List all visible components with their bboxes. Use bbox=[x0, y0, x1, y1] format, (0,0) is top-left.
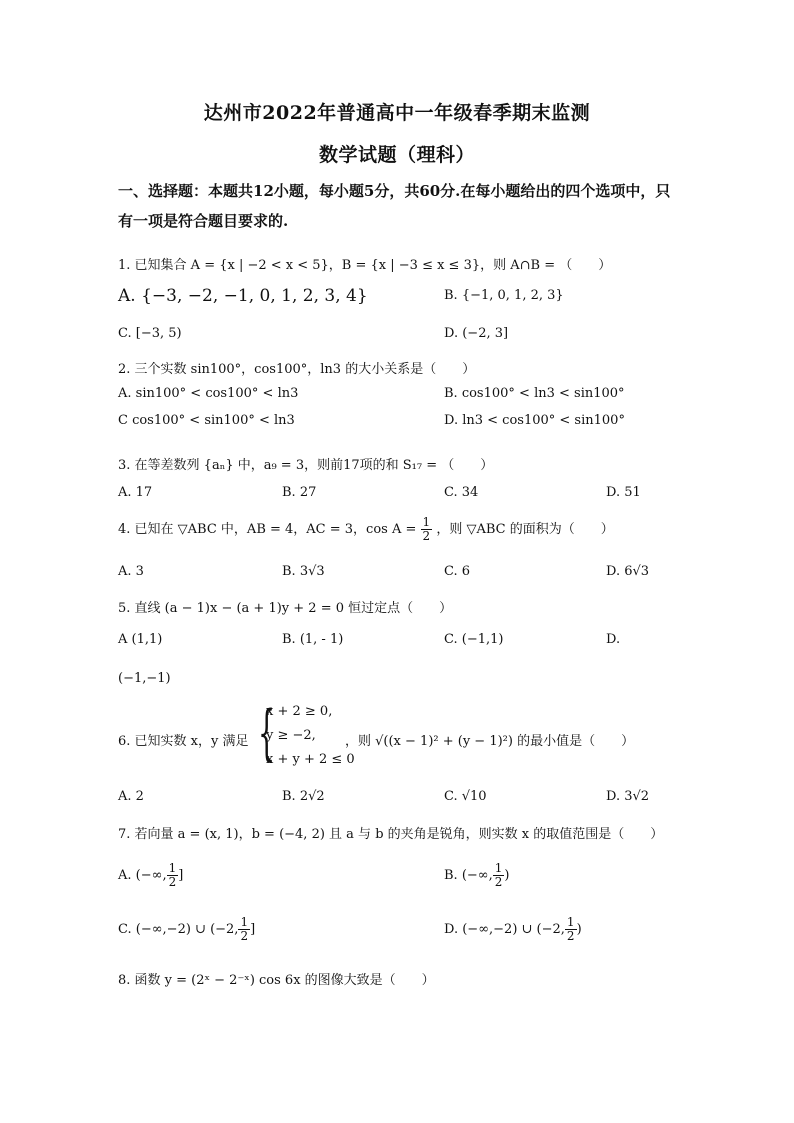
question-4-stem-end: ，则 ▽ABC 的面积为（ ） bbox=[436, 522, 614, 537]
question-6-option-c: C. √10 bbox=[444, 789, 487, 804]
question-7-stem: 7. 若向量 a = (x, 1)，b = (−4, 2) 且 a 与 b 的夹角是锐角，则实数 x 的取值范围是（ ） bbox=[118, 827, 664, 842]
fraction-denominator: 2 bbox=[566, 929, 575, 943]
question-5-option-d: D. bbox=[606, 632, 621, 647]
question-2-stem: 2. 三个实数 sin100°，cos100°，ln3 的大小关系是（ ） bbox=[118, 362, 476, 377]
fraction-numerator: 1 bbox=[422, 515, 431, 529]
question-1-option-c: C. [−3, 5) bbox=[118, 326, 182, 341]
option-b-interval-end: ) bbox=[504, 868, 510, 883]
question-2-option-a: A. sin100° < cos100° < ln3 bbox=[118, 386, 299, 401]
question-6-option-a: A. 2 bbox=[118, 789, 144, 804]
question-4-option-d: D. 6√3 bbox=[606, 564, 650, 579]
question-5-option-d-value: (−1,−1) bbox=[118, 671, 171, 686]
question-5-option-c: C. (−1,1) bbox=[444, 632, 504, 647]
question-2-option-c: C cos100° < sin100° < ln3 bbox=[118, 413, 295, 428]
fraction-denominator: 2 bbox=[422, 529, 431, 543]
question-7-option-a bbox=[118, 862, 183, 889]
question-1-option-b: B. {−1, 0, 1, 2, 3} bbox=[444, 288, 564, 303]
question-5-option-a: A (1,1) bbox=[118, 632, 163, 647]
section-heading: 一、选择题：本题共12小题，每小题5分，共60分.在每小题给出的四个选项中，只有一项是符合题目要求的. bbox=[118, 182, 671, 230]
fraction-numerator: 1 bbox=[566, 915, 575, 929]
question-6-stem-start: 6. 已知实数 x，y 满足 bbox=[118, 734, 249, 749]
fraction-denominator: 2 bbox=[494, 875, 503, 889]
option-b-interval-start: B. (−∞, bbox=[444, 868, 493, 883]
question-1-option-d: D. (−2, 3] bbox=[444, 326, 509, 341]
exam-subtitle: 数学试题（理科） bbox=[318, 144, 475, 166]
fraction-numerator: 1 bbox=[168, 861, 177, 875]
question-4-stem-start: 4. 已知在 ▽ABC 中，AB = 4，AC = 3，cos A = bbox=[118, 522, 417, 537]
fraction-one-half bbox=[565, 916, 577, 943]
fraction-one-half bbox=[238, 916, 250, 943]
question-3-option-a: A. 17 bbox=[118, 485, 153, 500]
question-4-option-a: A. 3 bbox=[118, 564, 144, 579]
fraction-one-half bbox=[421, 516, 433, 543]
inequality-line-1: x + 2 ≥ 0, bbox=[266, 704, 333, 719]
question-5-option-b: B. (1, - 1) bbox=[282, 632, 344, 647]
inequality-line-2: y ≥ −2, bbox=[266, 728, 316, 743]
option-a-interval-end: ] bbox=[178, 868, 184, 883]
question-7-option-c bbox=[118, 916, 255, 943]
question-1-stem: 1. 已知集合 A = {x | −2 < x < 5}，B = {x | −3 ≤ x ≤ 3}，则 A∩B = （ ） bbox=[118, 258, 612, 273]
left-brace-icon: { bbox=[258, 698, 276, 768]
fraction-one-half bbox=[493, 862, 505, 889]
question-6-stem-end: ，则 √((x − 1)² + (y − 1)²) 的最小值是（ ） bbox=[345, 734, 635, 749]
question-2-option-b: B. cos100° < ln3 < sin100° bbox=[444, 386, 625, 401]
question-6-option-d: D. 3√2 bbox=[606, 789, 650, 804]
question-7-option-b bbox=[444, 862, 509, 889]
question-3-stem: 3. 在等差数列 {aₙ} 中，a₉ = 3，则前17项的和 S₁₇ = （ ） bbox=[118, 458, 494, 473]
question-3-option-d: D. 51 bbox=[606, 485, 641, 500]
question-4-stem bbox=[118, 516, 614, 543]
option-c-interval-start: C. (−∞,−2) ∪ (−2, bbox=[118, 922, 239, 937]
question-3-option-b: B. 27 bbox=[282, 485, 317, 500]
question-2-option-d: D. ln3 < cos100° < sin100° bbox=[444, 413, 625, 428]
question-7-option-d bbox=[444, 916, 582, 943]
question-1-option-a: A. {−3, −2, −1, 0, 1, 2, 3, 4} bbox=[118, 286, 368, 306]
fraction-one-half bbox=[167, 862, 179, 889]
option-c-interval-end: ] bbox=[250, 922, 256, 937]
fraction-denominator: 2 bbox=[240, 929, 249, 943]
question-8-stem: 8. 函数 y = (2ˣ − 2⁻ˣ) cos 6x 的图像大致是（ ） bbox=[118, 973, 435, 988]
question-6-option-b: B. 2√2 bbox=[282, 789, 325, 804]
fraction-denominator: 2 bbox=[168, 875, 177, 889]
question-5-stem: 5. 直线 (a − 1)x − (a + 1)y + 2 = 0 恒过定点（ ） bbox=[118, 601, 453, 616]
question-4-option-b: B. 3√3 bbox=[282, 564, 325, 579]
inequality-line-3: x + y + 2 ≤ 0 bbox=[266, 752, 355, 767]
fraction-numerator: 1 bbox=[240, 915, 249, 929]
option-d-interval-end: ) bbox=[576, 922, 582, 937]
fraction-numerator: 1 bbox=[494, 861, 503, 875]
option-d-interval-start: D. (−∞,−2) ∪ (−2, bbox=[444, 922, 565, 937]
question-4-option-c: C. 6 bbox=[444, 564, 471, 579]
exam-title: 达州市2022年普通高中一年级春季期末监测 bbox=[203, 102, 591, 124]
option-a-interval-start: A. (−∞, bbox=[118, 868, 167, 883]
question-3-option-c: C. 34 bbox=[444, 485, 479, 500]
